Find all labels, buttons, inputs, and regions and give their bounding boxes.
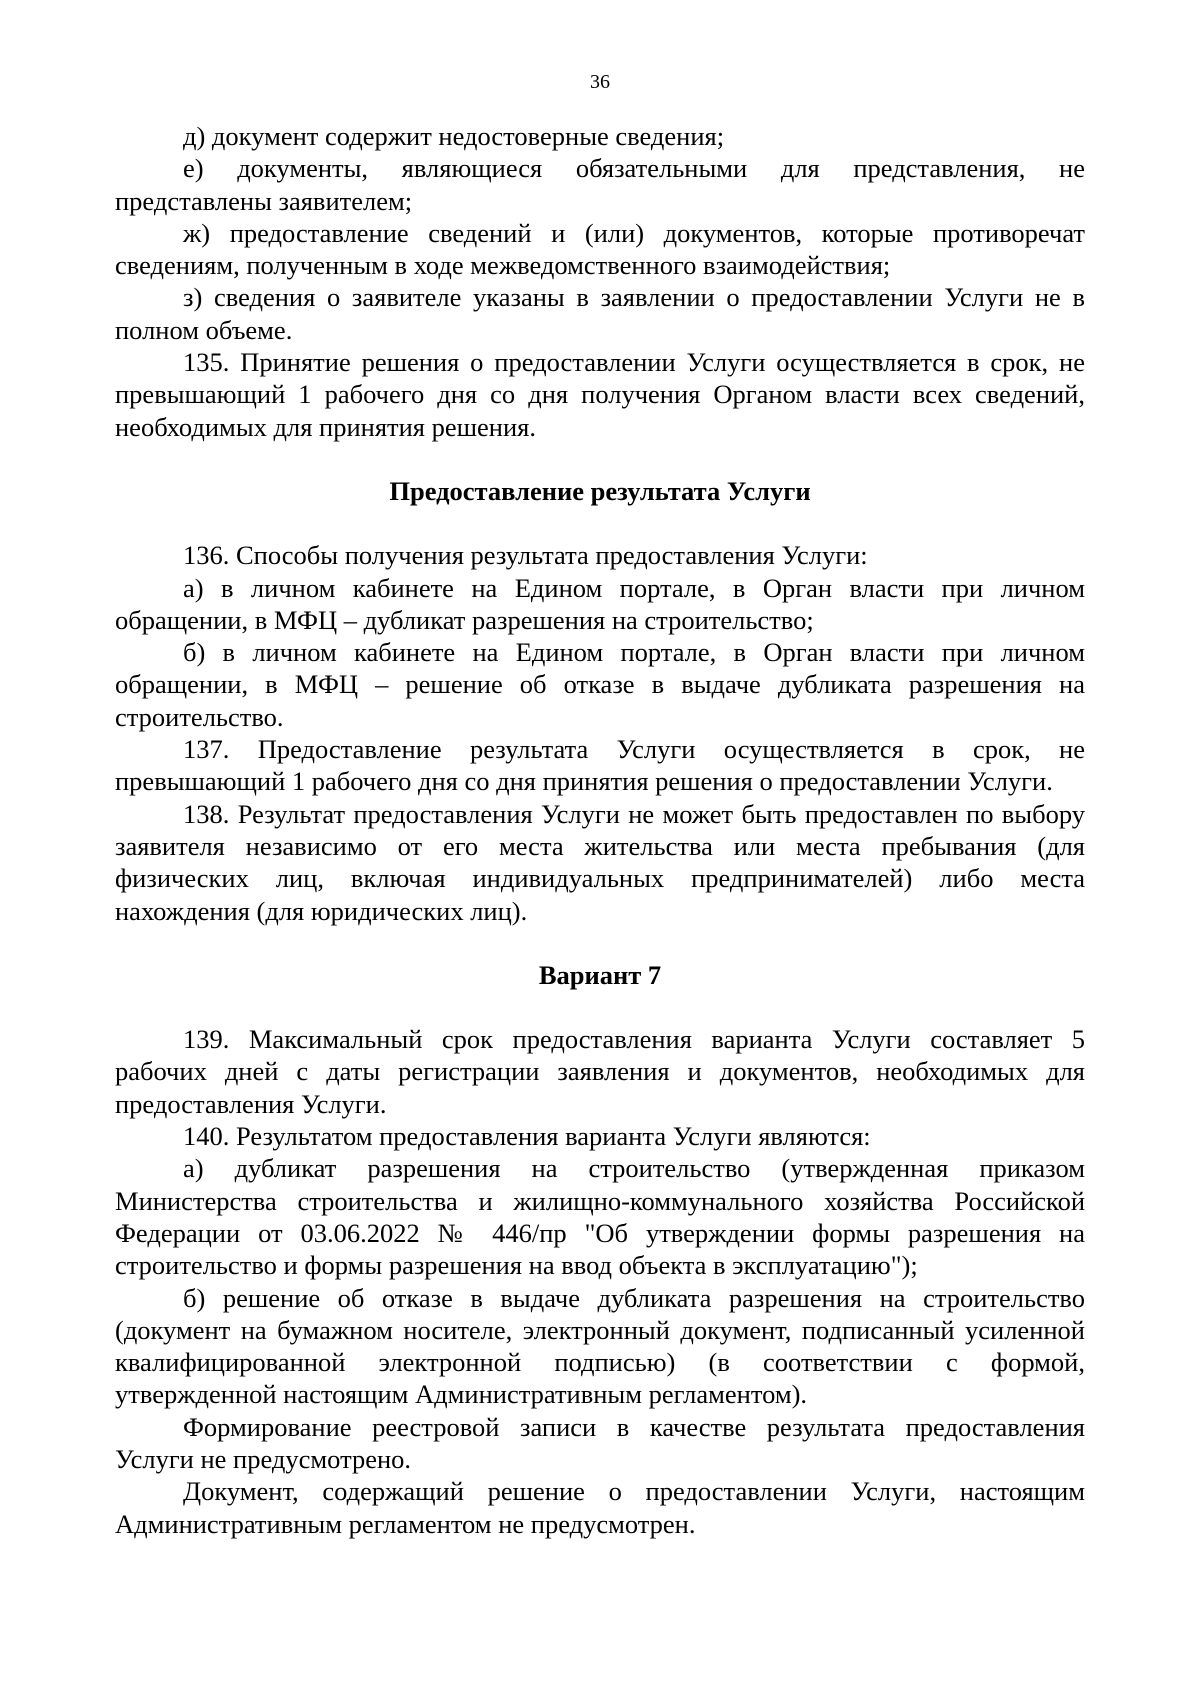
spacer	[115, 507, 1085, 539]
section-heading-result: Предоставление результата Услуги	[389, 475, 811, 506]
paragraph-e: е) документы, являющиеся обязательными для представления, не представлены заявителем;	[115, 153, 1085, 216]
page-body	[115, 120, 1085, 1540]
paragraph-registry-record: Формирование реестровой записи в качестве результата предоставления Услуги не предусмотрено.	[115, 1411, 1085, 1474]
paragraph-136-a: а) в личном кабинете на Едином портале, в Орган власти при личном обращении, в МФЦ – дубликат разрешения на строительство;	[115, 572, 1085, 635]
paragraph-140-a: а) дубликат разрешения на строительство (утвержденная приказом Министерства строительства и жилищно-коммунального хозяйства Российской Федерации от 03.06.2022 № 446/пр "Об утверждении формы разрешения на строительство и формы разрешения на ввод объекта в эксплуатацию");	[115, 1153, 1085, 1281]
paragraph-zh: ж) предоставление сведений и (или) документов, которые противоречат сведениям, полученным в ходе межведомственного взаимодействия;	[115, 217, 1085, 281]
section-heading-variant-7: Вариант 7	[538, 959, 662, 990]
paragraph-z: з) сведения о заявителе указаны в заявлении о предоставлении Услуги не в полном объеме.	[115, 282, 1085, 345]
paragraph-138: 138. Результат предоставления Услуги не может быть предоставлен по выбору заявителя независимо от его места жительства или места пребывания (для физических лиц, включая индивидуальных предпринимателей) либо места нахождения (для юридических лиц).	[115, 798, 1085, 926]
paragraph-136: 136. Способы получения результата предоставления Услуги:	[183, 540, 868, 571]
page-number: 36	[590, 71, 610, 93]
spacer	[115, 443, 1085, 475]
spacer	[115, 927, 1085, 959]
paragraph-137: 137. Предоставление результата Услуги осуществляется в срок, не превышающий 1 рабочего дня со дня принятия решения о предоставлении Услуги.	[115, 734, 1085, 797]
paragraph-140: 140. Результатом предоставления варианта Услуги являются:	[183, 1121, 871, 1152]
paragraph-136-b: б) в личном кабинете на Едином портале, в Орган власти при личном обращении, в МФЦ – решение об отказе в выдаче дубликата разрешения на строительство.	[115, 637, 1085, 732]
paragraph-140-b: б) решение об отказе в выдаче дубликата разрешения на строительство (документ на бумажном носителе, электронный документ, подписанный усиленной квалифицированной электронной подписью) (в соответствии с формой, утвержденной настоящим Административным регламентом).	[115, 1282, 1085, 1410]
paragraph-135: 135. Принятие решения о предоставлении Услуги осуществляется в срок, не превышающий 1 рабочего дня со дня получения Органом власти всех сведений, необходимых для принятия решения.	[115, 347, 1085, 442]
paragraph-d: д) документ содержит недостоверные сведения;	[183, 121, 725, 151]
paragraph-139: 139. Максимальный срок предоставления варианта Услуги составляет 5 рабочих дней с даты регистрации заявления и документов, необходимых для предоставления Услуги.	[115, 1024, 1085, 1119]
paragraph-decision-document: Документ, содержащий решение о предоставлении Услуги, настоящим Административным регламентом не предусмотрен.	[115, 1476, 1085, 1539]
spacer	[115, 991, 1085, 1023]
